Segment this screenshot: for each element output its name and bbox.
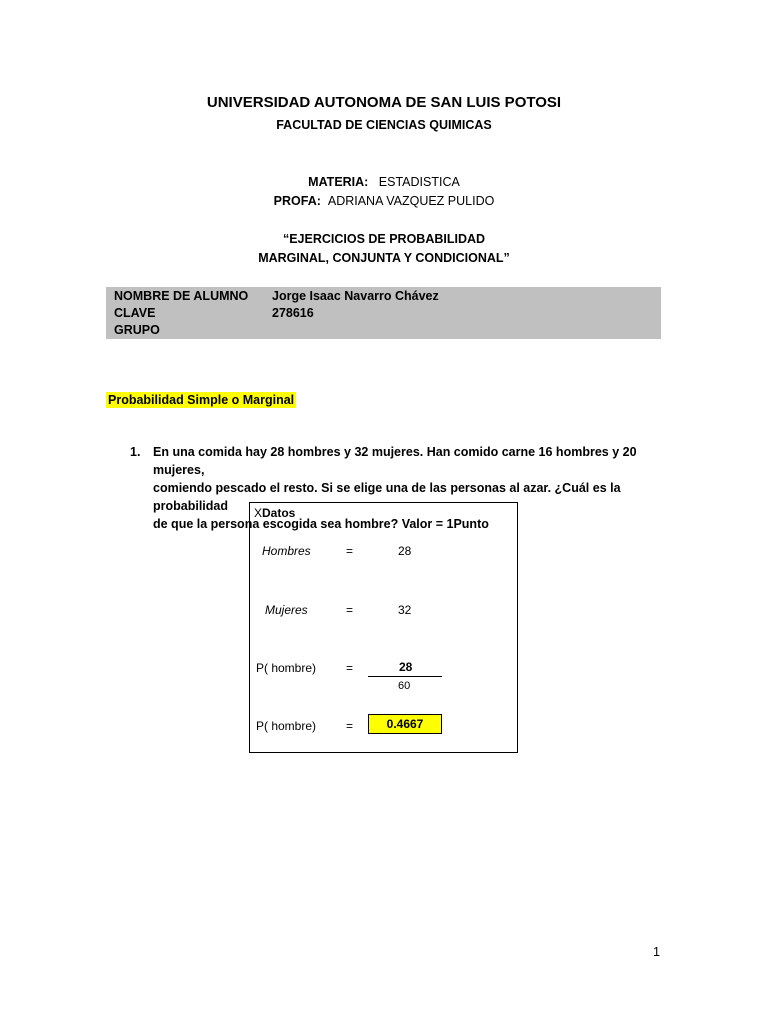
profa-value: ADRIANA VAZQUEZ PULIDO bbox=[327, 194, 495, 208]
question-number: 1. bbox=[130, 445, 141, 459]
result-value: 0.4667 bbox=[368, 714, 442, 734]
profa-label: PROFA: bbox=[273, 194, 321, 208]
materia-value: ESTADISTICA bbox=[378, 175, 460, 189]
faculty-title: FACULTAD DE CIENCIAS QUIMICAS bbox=[276, 118, 492, 132]
student-name-value: Jorge Isaac Navarro Chávez bbox=[272, 289, 439, 303]
materia-line bbox=[0, 175, 768, 189]
clave-value: 278616 bbox=[272, 306, 314, 320]
question-line-3: de que la persona escogida sea hombre? Valor = 1Punto bbox=[153, 517, 489, 531]
materia-label: MATERIA: bbox=[308, 175, 369, 189]
page-number: 1 bbox=[653, 945, 660, 959]
fraction-line bbox=[368, 676, 442, 677]
mujeres-label: Mujeres bbox=[265, 603, 308, 617]
p-hombre-equals-2: = bbox=[346, 719, 354, 733]
datos-x-prefix: X bbox=[254, 506, 263, 520]
fraction-numerator: 28 bbox=[399, 660, 413, 674]
document-title-line2: MARGINAL, CONJUNTA Y CONDICIONAL” bbox=[258, 251, 510, 265]
fraction-denominator: 60 bbox=[398, 680, 411, 692]
question-line-1: En una comida hay 28 hombres y 32 mujeres. Han comido carne 16 hombres y 20 mujeres, bbox=[153, 445, 637, 477]
p-hombre-label-1: P( hombre) bbox=[256, 661, 317, 675]
hombres-equals: = bbox=[346, 544, 354, 558]
document-title-line1: “EJERCICIOS DE PROBABILIDAD bbox=[282, 232, 486, 246]
student-info-table bbox=[106, 287, 661, 339]
university-title: UNIVERSIDAD AUTONOMA DE SAN LUIS POTOSI bbox=[206, 94, 562, 111]
hombres-label: Hombres bbox=[262, 544, 311, 558]
section-title: Probabilidad Simple o Marginal bbox=[108, 393, 295, 407]
clave-label: CLAVE bbox=[114, 306, 156, 320]
mujeres-value: 32 bbox=[398, 603, 412, 617]
p-hombre-equals-1: = bbox=[346, 661, 354, 675]
profa-line bbox=[0, 194, 768, 208]
datos-title-text: Datos bbox=[262, 506, 296, 520]
mujeres-equals: = bbox=[346, 603, 354, 617]
student-name-label: NOMBRE DE ALUMNO bbox=[114, 289, 249, 303]
p-hombre-label-2: P( hombre) bbox=[256, 719, 317, 733]
hombres-value: 28 bbox=[398, 544, 412, 558]
datos-title bbox=[254, 506, 295, 520]
grupo-label: GRUPO bbox=[114, 323, 160, 337]
question-line-2: comiendo pescado el resto. Si se elige una de las personas al azar. ¿Cuál es la probabilidad bbox=[153, 481, 621, 513]
